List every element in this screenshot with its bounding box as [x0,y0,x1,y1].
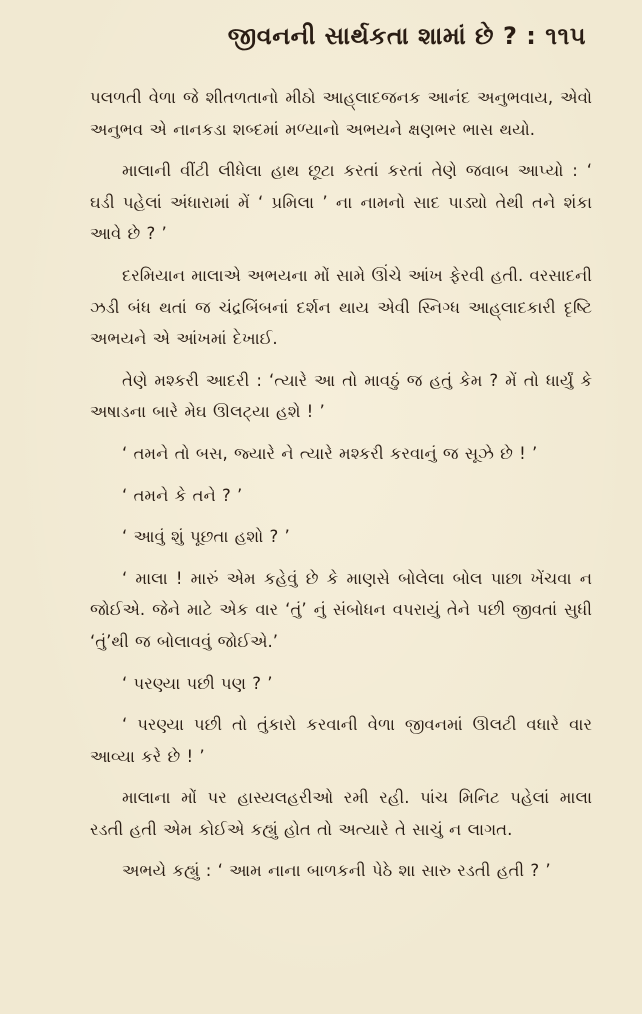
paragraph: માલાની વીંટી લીધેલા હાથ છૂટા કરતાં કરતાં તેણે જવાબ આપ્યો : ‘ ઘડી પહેલાં અંધારામાં મેં ‘ પ્રમિલા ’ ના નામનો સાદ પાડ્યો તેથી તને શંકા આવે છે ? ’ [90,161,592,244]
paragraph: ‘ પરણ્યા પછી પણ ? ’ [122,673,273,693]
paragraph: ‘ માલા ! મારું એમ કહેવું છે કે માણસે બોલેલા બોલ પાછા ખેંચવા ન જોઈએ. જેને માટે એક વાર ‘તું’ નું સંબોધન વપરાયું તેને પછી જીવતાં સુધી ‘તું’થી જ બોલાવવું જોઈએ.’ [90,568,592,651]
paragraph: ‘ તમને તો બસ, જ્યારે ને ત્યારે મશ્કરી કરવાનું જ સૂઝે છે ! ’ [122,443,538,463]
running-header: જીવનની સાર્થકતા શામાં છે ? : ૧૧૫ [227,22,586,50]
paragraph: માલાના મોં પર હાસ્યલહરીઓ રમી રહી. પાંચ મિનિટ પહેલાં માલા રડતી હતી એમ કોઈએ કહ્યું હોત તો અત્યારે તે સાચું ન લાગત. [90,788,592,839]
paragraph: અભયે કહ્યું : ‘ આમ નાના બાળકની પેઠે શા સારુ રડતી હતી ? ’ [122,861,551,881]
paragraph: ‘ પરણ્યા પછી તો તુંકારો કરવાની વેળા જીવનમાં ઊલટી વધારે વાર આવ્યા કરે છે ! ’ [90,715,592,766]
paragraph: પલળતી વેળા જે શીતળતાનો મીઠો આહ્‌લાદજનક આનંદ અનુભવાય, એવો અનુભવ એ નાનકડા શબ્દમાં મળ્યાનો અભયને ક્ષણભર ભાસ થયો. [90,88,592,139]
body-text [90,82,592,897]
paragraph: ‘ આવું શું પૂછતા હશો ? ’ [122,527,290,547]
paragraph: તેણે મશ્કરી આદરી : ‘ત્યારે આ તો માવઠું જ હતું કેમ ? મેં તો ધાર્યું કે અષાડના બારે મેઘ ઊલટ્યા હશે ! ’ [90,370,592,422]
paragraph: દરમિયાન માલાએ અભયના મોં સામે ઊંચે આંખ ફેરવી હતી. વરસાદની ઝડી બંધ થતાં જ ચંદ્રબિંબનાં દર્શન થાય એવી સ્નિગ્ધ આહ્‌લાદકારી દૃષ્ટિ અભયને એ આંખમાં દેખાઈ. [90,265,592,349]
paragraph: ‘ તમને કે તને ? ’ [122,485,243,505]
